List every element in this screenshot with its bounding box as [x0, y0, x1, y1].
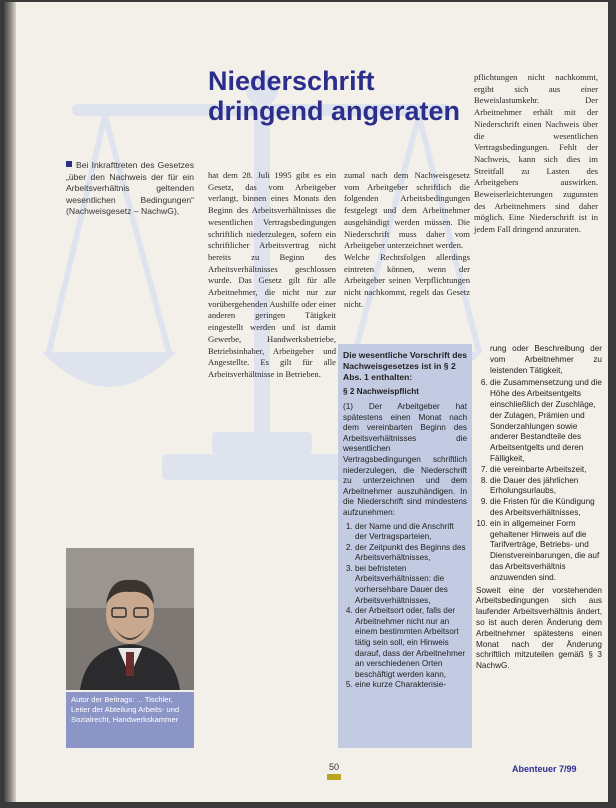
list-item: 10. ein in allgemeiner Form gehaltener Hinweis auf die Tarifverträge, Betriebs- und Dienstvereinbarungen, die auf das Arbeitsverhältnis anzuwenden sind. [490, 519, 602, 584]
body-column-3 [344, 170, 470, 310]
page-number-marker [327, 774, 341, 780]
list-continuation-column [476, 344, 602, 672]
closing-paragraph: Soweit eine der vorstehenden Arbeitsbedingungen sich aus laufender Arbeitsverhältnis ändert, so ist auch deren Änderung dem Arbeitnehmer spätestens einen Monat nach der Änderung schriftlich mitzuteilen gemäß § 3 NachwG. [476, 585, 602, 671]
box-title: Die wesentliche Vorschrift des Nachweisgesetzes ist in § 2 Abs. 1 enthalten: [343, 350, 468, 382]
law-excerpt-box [338, 344, 472, 748]
list-item: 5. eine kurze Charakterisie- [355, 680, 467, 691]
list-item: 7. die vereinbarte Arbeitszeit, [490, 465, 602, 476]
list-item: 6. die Zusammensetzung und die Höhe des Arbeitsentgelts einschließlich der Zuschläge, der Zulagen, Prämien und Sonderzahlungen sowie anderer Bestandteile des Arbeitsentgelts und deren Fälligkeit, [490, 378, 602, 464]
list-continuation-text: rung oder Beschreibung der vom Arbeitnehmer zu leistenden Tätigkeit, [490, 344, 602, 375]
body-column-2 [208, 170, 336, 381]
body-paragraph: hat dem 28. Juli 1995 gibt es ein Gesetz, das vom Arbeitgeber verlangt, binnen eines Monats den Beginn des Arbeitsverhältnisses die wesentlichen Vertragsbedingungen schriftlich niederzulegen, sofern ein schriftlicher Arbeitsvertrag nicht bereits zu Beginn des Arbeitsverhältnisses geschlossen wurde. Das Gesetz gilt für alle Arbeitnehmer, die nicht nur zur vorübergehenden Aushilfe oder einer anderen geringen Tätigkeit eingestellt werden und ist damit Gewerbe, Handwerksbetriebe, Betriebsinhaber, Arbeitgeber und Angestellte. Es gilt für alle Arbeitsverhältnisse in Betrieben. [208, 170, 336, 379]
body-paragraph: pflichtungen nicht nachkommt, ergibt sich aus einer Beweislastumkehr. Der Arbeitnehmer erhält mit der Niederschrift einen Nachweis über die wesentlichen Vertragsbedingungen. Fehlt der Nachweis, kann sich dies im Streitfall zu Lasten des Arbeitgebers auswirken. Beweiserleichterungen zugunsten des Arbeitnehmers sind daher möglich. Eine Niederschrift ist in jedem Fall dringend anzuraten. [474, 72, 598, 235]
lead-text: Bei Inkrafttreten des Gesetzes „über den Nachweis der für ein Arbeitsverhältnis geltenden wesentlichen Bedingungen“ (Nachweisgesetz – NachwG), [66, 160, 194, 216]
list-item: 8. die Dauer des jährlichen Erholungsurlaubs, [490, 476, 602, 498]
continued-list [476, 378, 602, 583]
author-portrait-illustration [66, 548, 194, 690]
list-item: 1. der Name und die Anschrift der Vertragsparteien, [355, 522, 467, 543]
bullet-square-icon [66, 161, 72, 167]
box-list [343, 522, 467, 692]
box-section-heading: § 2 Nachweispflicht [343, 387, 419, 397]
magazine-page [2, 2, 608, 802]
title-line-1: Niederschrift [208, 66, 375, 96]
body-column-4 [474, 72, 598, 236]
page-number: 50 [328, 762, 339, 772]
author-photo [66, 548, 194, 690]
lead-paragraph [66, 160, 194, 218]
body-paragraph: zumal nach dem Nachweisgesetz vom Arbeitgeber schriftlich die folgenden Arbeitsbedingungen festgelegt und dem Arbeitnehmer ausgehändigt werden müssen. Die Niederschrift muss daher vom Arbeitgeber unterzeichnet werden. [344, 170, 470, 251]
list-item: 2. der Zeitpunkt des Beginns des Arbeitsverhältnisses, [355, 543, 467, 564]
article-title [208, 66, 468, 126]
body-paragraph: Welche Rechtsfolgen allerdings eintreten können, wenn der Arbeitgeber seinen Verpflichtungen nicht nachkommt, regelt das Gesetz nicht. [344, 251, 470, 309]
page-spine-shadow [2, 2, 16, 802]
list-item: 3. bei befristeten Arbeitsverhältnissen: die vorhersehbare Dauer des Arbeitsverhältnisses, [355, 564, 467, 606]
issue-label: Abenteuer 7/99 [512, 764, 577, 774]
list-item: 9. die Fristen für die Kündigung des Arbeitsverhältnisses, [490, 497, 602, 519]
list-item: 4. der Arbeitsort oder, falls der Arbeitnehmer nicht nur an einem bestimmten Arbeitsort tätig sein soll, ein Hinweis darauf, dass der Arbeitnehmer an verschiedenen Orten beschäftigt werden kann, [355, 606, 467, 680]
title-line-2: dringend angeraten [208, 96, 461, 126]
box-intro: (1) Der Arbeitgeber hat spätestens einen Monat nach dem vereinbarten Beginn des Arbeitsverhältnisses die wesentlichen Vertragsbedingungen schriftlich niederzulegen, die Niederschrift zu unterzeichnen und dem Arbeitnehmer auszuhändigen. In die Niederschrift sind mindestens aufzunehmen: [343, 401, 467, 517]
photo-caption: Autor der Beitrags: ... Tischler, Leiter der Abteilung Arbeits- und Sozialrecht, Handwerkskammer [66, 692, 194, 748]
